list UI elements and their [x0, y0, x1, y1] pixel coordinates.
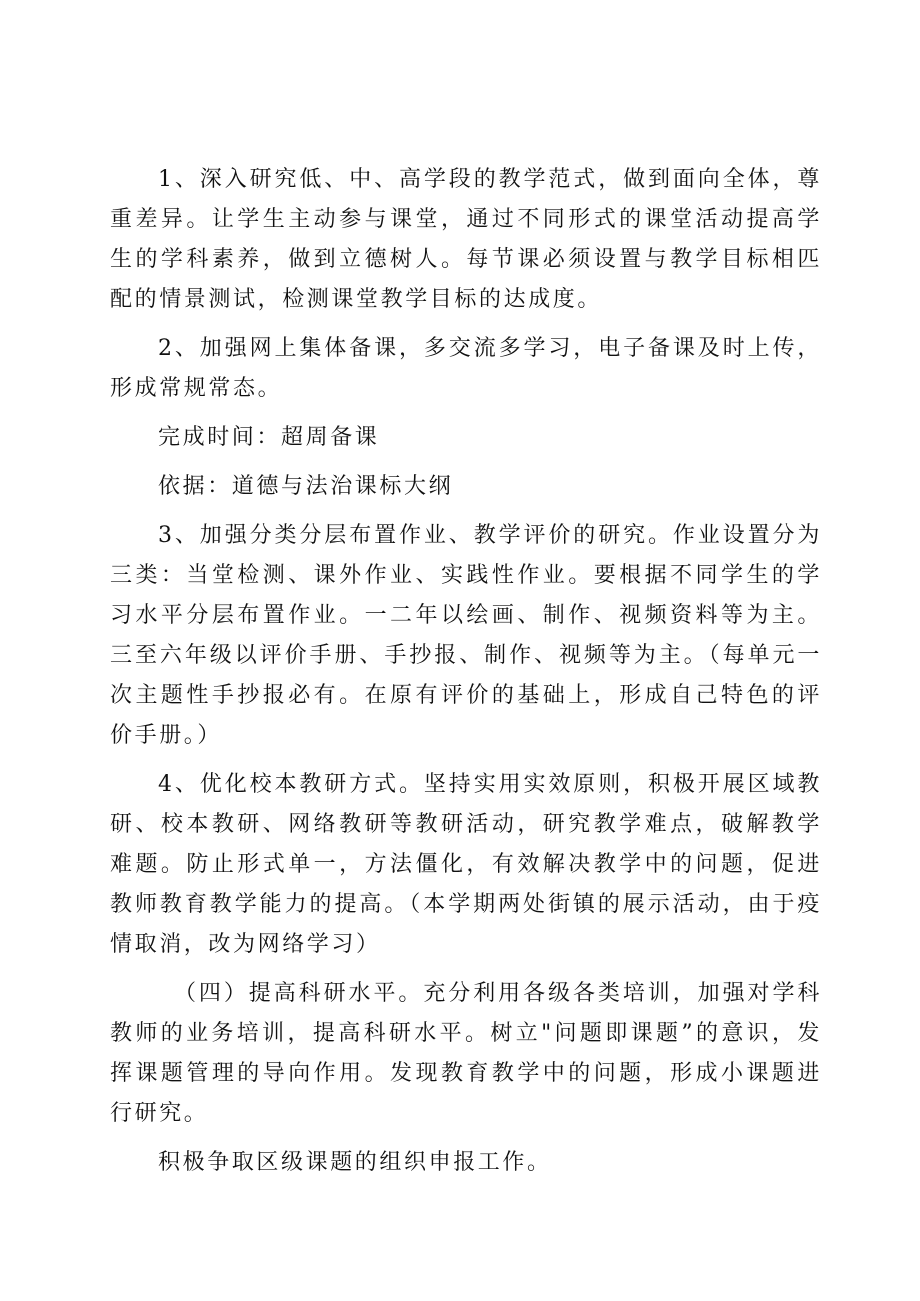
document-body [110, 160, 822, 1192]
paragraph-homework-evaluation: 3、加强分类分层布置作业、教学评价的研究。作业设置分为三类：当堂检测、课外作业、实践性作业。要根据不同学生的学习水平分层布置作业。一二年以绘画、制作、视频资料等为主。三至六年级以评价手册、手抄报、制作、视频等为主。（每单元一次主题性手抄报必有。在原有评价的基础上，形成自己特色的评价手册。） [110, 523, 822, 748]
paragraph-project-application: 积极争取区级课题的组织申报工作。 [158, 1150, 552, 1175]
paragraph-lesson-paradigm: 1、深入研究低、中、高学段的教学范式，做到面向全体，尊重差异。让学生主动参与课堂，通过不同形式的课堂活动提高学生的学科素养，做到立德树人。每节课必须设置与教学目标相匹配的情景测试，检测课堂教学目标的达成度。 [110, 167, 822, 312]
paragraph-basis: 依据：道德与法治课标大纲 [158, 474, 454, 499]
paragraph-collective-lesson-prep: 2、加强网上集体备课，多交流多学习，电子备课及时上传，形成常规常态。 [110, 336, 822, 401]
paragraph-completion-time: 完成时间：超周备课 [158, 425, 380, 450]
paragraph-school-research: 4、优化校本教研方式。坚持实用实效原则，积极开展区域教研、校本教研、网络教研等教研活动，研究教学难点，破解教学难题。防止形式单一，方法僵化，有效解决教学中的问题，促进教师教育教学能力的提高。（本学期两处街镇的展示活动，由于疫情取消，改为网络学习） [110, 772, 822, 957]
paragraph-research-level: （四）提高科研水平。充分利用各级各类培训，加强对学科教师的业务培训，提高科研水平。树立"问题即课题”的意识，发挥课题管理的导向作用。发现教育教学中的问题，形成小课题进行研究。 [110, 981, 822, 1126]
